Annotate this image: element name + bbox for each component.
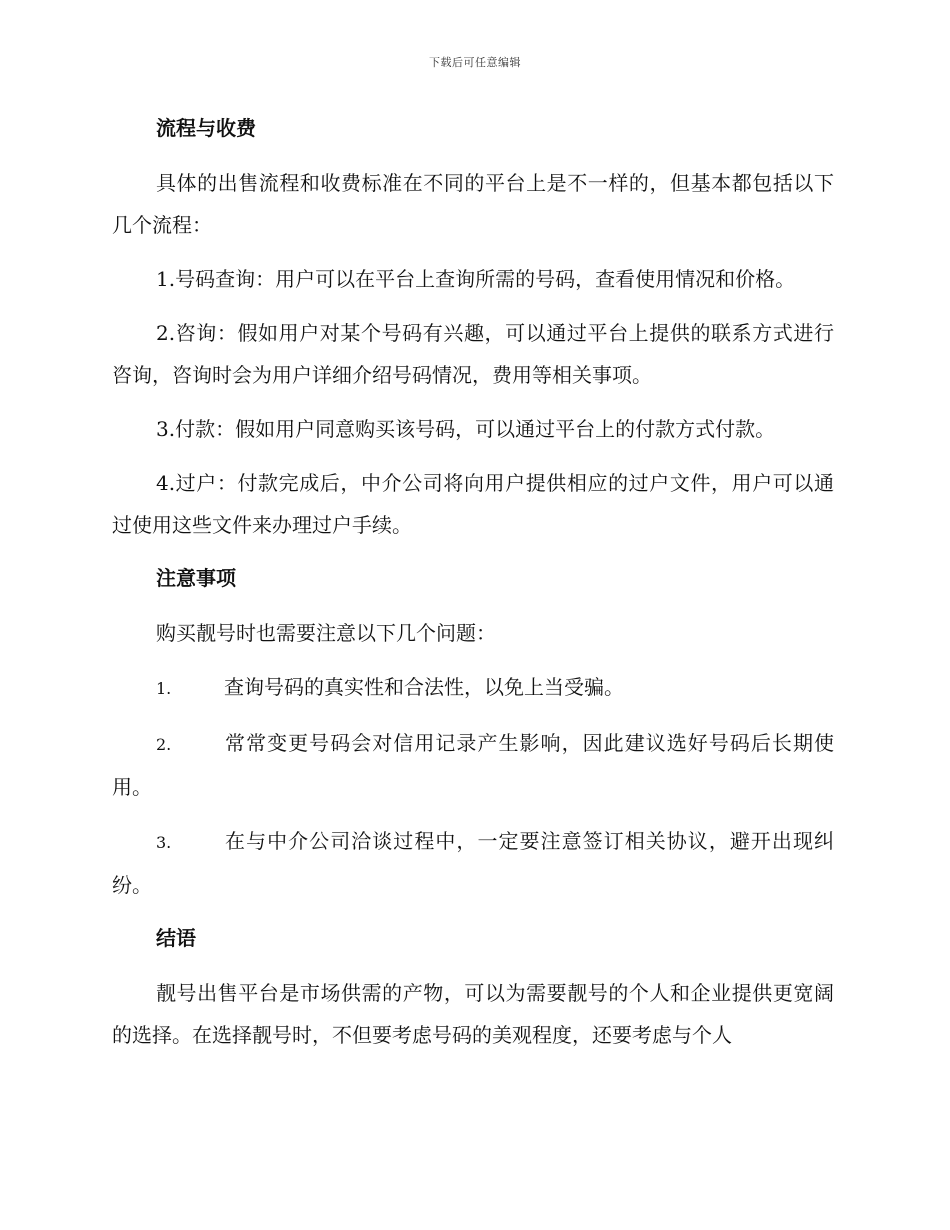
process-intro: 具体的出售流程和收费标准在不同的平台上是不一样的，但基本都包括以下几个流程： — [112, 171, 834, 237]
list-text: 在与中介公司洽谈过程中，一定要注意签订相关协议，避开出现纠纷。 — [112, 829, 834, 897]
document-body — [112, 108, 834, 1068]
section-heading-process: 流程与收费 — [156, 116, 256, 140]
list-number: 1. — [156, 679, 172, 698]
list-number: 3. — [156, 833, 172, 852]
notes-list-item — [112, 722, 834, 808]
process-step-4: 4.过户：付款完成后，中介公司将向用户提供相应的过户文件，用户可以通过使用这些文件来办理过户手续。 — [112, 471, 834, 537]
process-step-1: 1.号码查询：用户可以在平台上查询所需的号码，查看使用情况和价格。 — [156, 267, 796, 291]
page-header: 下载后可任意编辑 — [429, 56, 521, 69]
conclusion-text: 靓号出售平台是市场供需的产物，可以为需要靓号的个人和企业提供更宽阔的选择。在选择靓号时，不但要考虑号码的美观程度，还要考虑与个人 — [112, 981, 834, 1047]
notes-list-item — [112, 820, 834, 906]
process-step-2: 2.咨询：假如用户对某个号码有兴趣，可以通过平台上提供的联系方式进行咨询，咨询时会为用户详细介绍号码情况，费用等相关事项。 — [112, 321, 834, 387]
list-number: 2. — [156, 735, 172, 754]
list-text: 查询号码的真实性和合法性，以免上当受骗。 — [224, 675, 624, 699]
list-text: 常常变更号码会对信用记录产生影响，因此建议选好号码后长期使用。 — [112, 731, 834, 799]
notes-list-item — [112, 666, 834, 710]
notes-intro: 购买靓号时也需要注意以下几个问题： — [156, 621, 496, 645]
section-heading-conclusion: 结语 — [156, 926, 196, 950]
process-step-3: 3.付款：假如用户同意购买该号码，可以通过平台上的付款方式付款。 — [156, 417, 776, 441]
section-heading-notes: 注意事项 — [156, 566, 236, 590]
